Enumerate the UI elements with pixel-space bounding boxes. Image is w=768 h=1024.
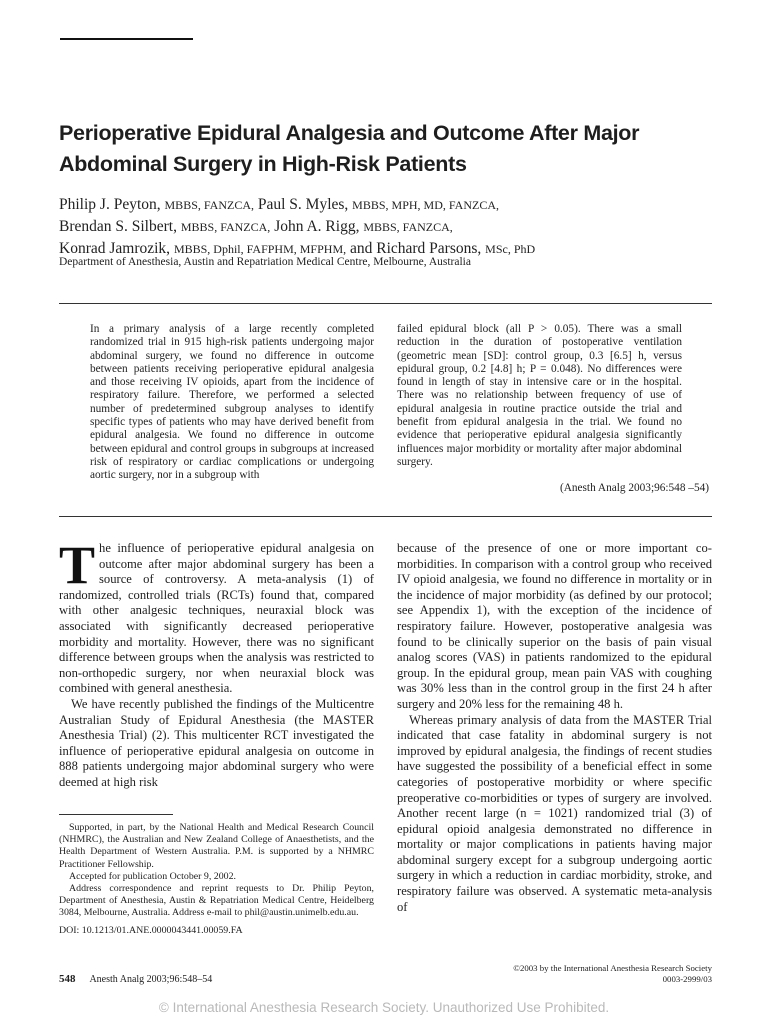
top-rule [60,38,193,40]
abstract-top-rule [59,303,712,304]
author-credentials: MBBS, FANZCA, [164,198,254,212]
drop-cap: T [59,535,96,595]
author-list [59,194,719,260]
author-name: John A. Rigg, [274,218,360,235]
author-name: Philip J. Peyton, [59,196,161,213]
author-credentials: MBBS, MPH, MD, FANZCA, [352,198,499,212]
body-paragraph [59,535,374,697]
abstract-citation: (Anesth Analg 2003;96:548 –54) [559,482,709,494]
author-name: and Richard Parsons, [349,240,482,257]
page-footer [59,973,212,985]
author-name: Konrad Jamrozik, [59,240,171,257]
author-credentials: MBBS, Dphil, FAFPHM, MFPHM, [173,242,347,256]
abstract-left-column: In a primary analysis of a large recently completed randomized trial in 915 high-risk patients undergoing major abdominal surgery, we found no difference in outcome between patients receiving perioperative epidural analgesia and those receiving IV opioids, apart from the incidence of respiratory failure. Therefore, we performed a selected number of predetermined subgroup analyses to identify specific types of patients who may have derived benefit from epidural analgesia. We found no difference in outcome between epidural and control groups in subgroups at increased risk of respiratory or cardiac complications or undergoing aortic surgery, nor in a subgroup with [90,323,374,482]
page-number: 548 [59,973,76,985]
article-title: Perioperative Epidural Analgesia and Outcome After Major Abdominal Surgery in High-Risk Patients [59,121,640,176]
author-credentials: MBBS, FANZCA, [363,220,453,234]
body-paragraph: Whereas primary analysis of data from the MASTER Trial indicated that case fatality in abdominal surgery is not improved by epidural analgesia, the findings of recent studies have suggested the possibility of a beneficial effect in some categories of postoperative morbidity or where specific preoperative co-morbidities or types of surgery are involved. Another recent large (n = 1021) randomized trial (3) of epidural opioid analgesia demonstrated no difference in mortality or major complications in patients having major abdominal surgery except for a subgroup undergoing aortic surgery in which a reduction in cardiac morbidity, stroke, and respiratory failure was observed. A systematic meta-analysis of [397,712,712,914]
body-left-column [59,535,374,791]
abstract-bottom-rule [59,516,712,517]
issn: 0003-2999/03 [662,973,712,984]
author-name: Paul S. Myles, [257,196,349,213]
author-credentials: MBBS, FANZCA, [180,220,271,234]
footnote-rule [59,814,173,815]
copyright-text: ©2003 by the International Anesthesia Research Society [513,963,712,973]
watermark: © International Anesthesia Research Society. Unauthorized Use Prohibited. [158,1000,610,1015]
footnote-doi: DOI: 10.1213/01.ANE.0000043441.00059.FA [59,924,243,936]
body-right-column [397,541,712,915]
abstract-right-column: failed epidural block (all P > 0.05). There was a small reduction in the duration of postoperative ventilation (geometric mean [SD]: control group, 0.3 [6.5] h, versus epidural group, 0.2 [4.8] h; P = 0.048). No differences were found in length of stay in intensive care or in the hospital. There was no relationship between frequency of use of epidural analgesia in routine practice outside the trial and benefit from epidural analgesia in the trial. We found no evidence that perioperative epidural analgesia significantly influences major morbidity or mortality after major abdominal surgery. [397,323,682,468]
body-paragraph: because of the presence of one or more important co-morbidities. In comparison with a control group who received IV opioid analgesia, we found no difference in mortality or in the incidence of major morbidity (as defined by our protocol; see Appendix 1), with the exception of the incidence of respiratory failure. However, postoperative analgesia was found to be clinically superior on the basis of pain visual analog scores (VAS) in patients randomized to the epidural group. In the epidural group, mean pain VAS with coughing was 30% less than in the control group in the first 24 h after surgery and 20% less for the remaining 48 h. [397,541,712,711]
affiliation: Department of Anesthesia, Austin and Repatriation Medical Centre, Melbourne, Australia [59,256,471,268]
footnote-support: Supported, in part, by the National Health and Medical Research Council (NHMRC), the Australian and New Zealand College of Anaesthetists, and the Health Department of Western Australia. P.M. is supported by a NHMRC Practitioner Fellowship. [59,822,374,870]
paragraph-text: he influence of perioperative epidural analgesia on outcome after major abdominal surgery has been a source of controversy. A meta-analysis (1) of randomized, controlled trials (RCTs) found that, compared with other analgesic techniques, neuraxial block was associated with significantly decreased perioperative morbidity and mortality. However, there was no significant difference between groups when the analysis was restricted to non-orthopedic surgery, nor when neuraxial block was combined with general anesthesia. [59,541,374,696]
journal-reference: Anesth Analg 2003;96:548–54 [89,974,213,985]
author-name: Brendan S. Silbert, [59,218,177,235]
footnote-correspondence: Address correspondence and reprint requests to Dr. Philip Peyton, Department of Anesthesia, Austin & Repatriation Medical Centre, Heidelberg 3084, Melbourne, Australia. Address e-mail to phil@austin.unimelb.edu.au. [59,883,374,919]
body-paragraph: We have recently published the findings of the Multicentre Australian Study of Epidural Anesthesia (the MASTER Anesthesia Trial) (2). This multicenter RCT investigated the influence of perioperative epidural analgesia on outcome in 888 patients undergoing major abdominal surgery who were deemed at high risk [59,696,374,789]
footnote-accepted: Accepted for publication October 9, 2002. [69,870,236,882]
author-credentials: MSc, PhD [485,242,536,256]
footnotes [59,822,374,937]
copyright-block [440,963,712,984]
